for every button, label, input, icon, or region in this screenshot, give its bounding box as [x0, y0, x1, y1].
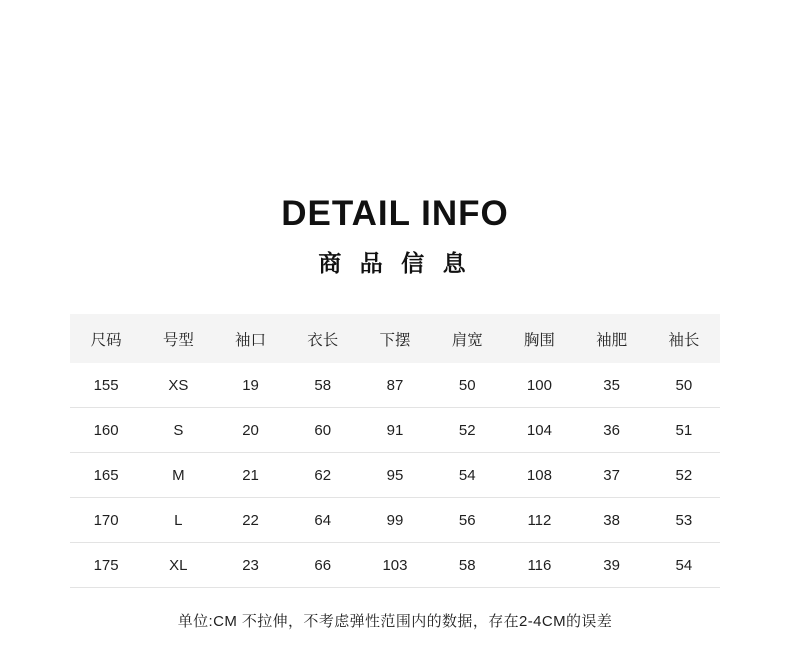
cell-size: 155 — [70, 363, 142, 408]
cell-length: 58 — [287, 363, 359, 408]
cell-shoulder: 58 — [431, 542, 503, 587]
page-title-cn: 商 品 信 息 — [318, 249, 472, 276]
cell-sleeve-length: 50 — [648, 363, 720, 408]
cell-shoulder: 50 — [431, 363, 503, 408]
column-header-hem: 下摆 — [379, 331, 411, 349]
cell-sleeve-width: 35 — [576, 363, 648, 408]
size-table-wrapper — [70, 314, 720, 588]
cell-length: 62 — [287, 452, 359, 497]
size-table — [70, 314, 720, 588]
column-header-shoulder: 肩宽 — [451, 331, 483, 349]
cell-hem: 91 — [359, 407, 431, 452]
cell-shoulder: 54 — [431, 452, 503, 497]
column-header-sleeve-length: 袖长 — [668, 331, 700, 349]
cell-bust: 104 — [503, 407, 575, 452]
table-header-row — [70, 314, 720, 363]
cell-model: XS — [142, 363, 214, 408]
cell-sleeve-length: 54 — [648, 542, 720, 587]
cell-size: 160 — [70, 407, 142, 452]
page-title-en: DETAIL INFO — [281, 194, 509, 233]
cell-bust: 116 — [503, 542, 575, 587]
cell-sleeve-length: 53 — [648, 497, 720, 542]
cell-cuff: 21 — [214, 452, 286, 497]
cell-size: 170 — [70, 497, 142, 542]
cell-length: 64 — [287, 497, 359, 542]
cell-sleeve-width: 39 — [576, 542, 648, 587]
cell-bust: 108 — [503, 452, 575, 497]
cell-length: 66 — [287, 542, 359, 587]
cell-sleeve-length: 51 — [648, 407, 720, 452]
table-row — [70, 452, 720, 497]
cell-model: L — [142, 497, 214, 542]
cell-hem: 95 — [359, 452, 431, 497]
cell-model: XL — [142, 542, 214, 587]
column-header-model: 号型 — [162, 331, 194, 349]
table-row — [70, 542, 720, 587]
cell-bust: 112 — [503, 497, 575, 542]
cell-hem: 87 — [359, 363, 431, 408]
column-header-sleeve-width: 袖肥 — [596, 331, 628, 349]
cell-cuff: 20 — [214, 407, 286, 452]
table-row — [70, 363, 720, 408]
cell-model: S — [142, 407, 214, 452]
cell-cuff: 19 — [214, 363, 286, 408]
cell-size: 165 — [70, 452, 142, 497]
column-header-size: 尺码 — [90, 331, 122, 349]
cell-model: M — [142, 452, 214, 497]
size-table-body — [70, 363, 720, 588]
cell-cuff: 22 — [214, 497, 286, 542]
measurement-footnote: 单位:CM 不拉伸，不考虑弹性范围内的数据，存在2-4CM的误差 — [177, 612, 613, 630]
cell-shoulder: 56 — [431, 497, 503, 542]
cell-bust: 100 — [503, 363, 575, 408]
cell-sleeve-width: 38 — [576, 497, 648, 542]
cell-cuff: 23 — [214, 542, 286, 587]
column-header-cuff: 袖口 — [235, 331, 267, 349]
table-row — [70, 497, 720, 542]
cell-size: 175 — [70, 542, 142, 587]
cell-sleeve-width: 37 — [576, 452, 648, 497]
cell-hem: 103 — [359, 542, 431, 587]
size-table-head — [70, 314, 720, 363]
table-row — [70, 407, 720, 452]
column-header-bust: 胸围 — [523, 331, 555, 349]
cell-length: 60 — [287, 407, 359, 452]
column-header-length: 衣长 — [307, 331, 339, 349]
cell-shoulder: 52 — [431, 407, 503, 452]
cell-hem: 99 — [359, 497, 431, 542]
cell-sleeve-width: 36 — [576, 407, 648, 452]
cell-sleeve-length: 52 — [648, 452, 720, 497]
page-heading — [0, 0, 790, 278]
